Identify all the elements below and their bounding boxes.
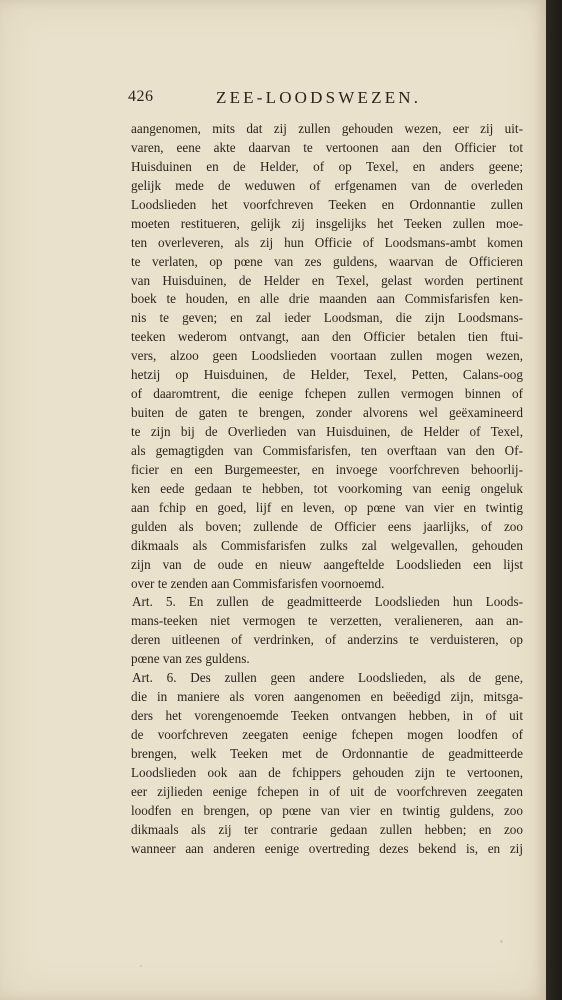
- text-line: wanneer aan anderen eenige overtreding dezes bekend is, en zij: [131, 840, 523, 856]
- text-line: Loodslieden ook aan de fchippers gehouden zijn te vertoonen,: [131, 764, 523, 780]
- text-line: van Huisduinen, de Helder en Texel, gelast worden pertinent: [131, 272, 523, 288]
- text-line: pœne van zes guldens.: [131, 651, 250, 667]
- text-line: gulden als boven; zullende de Officier eens jaarlijks, of zoo: [131, 518, 523, 534]
- body-text: [131, 120, 523, 859]
- text-line: eer zijlieden eenige fchepen in of uit de voorfchreven zeegaten: [131, 783, 523, 799]
- text-line: over te zenden aan Commisfarisfen voornoemd.: [131, 575, 385, 591]
- page-number: 426: [128, 88, 154, 105]
- text-line: moeten restitueren, gelijk zij insgelijks het Teeken zullen moe-: [131, 215, 523, 231]
- text-line: ders het vorengenoemde Teeken ontvangen hebben, in of uit: [131, 708, 523, 724]
- text-line: als gemagtigden van Commisfarisfen, ten overftaan van den Of-: [131, 442, 523, 458]
- text-line: boek te houden, en alle drie maanden aan Commisfarisfen ken-: [131, 291, 523, 307]
- text-line: aangenomen, mits dat zij zullen gehouden wezen, eer zij uit-: [131, 121, 523, 136]
- running-title: ZEE-LOODSWEZEN.: [216, 88, 422, 107]
- text-line: die in maniere als voren aangenomen en beëedigd zijn, mitsga-: [131, 689, 523, 705]
- paper-spot: [140, 965, 142, 967]
- text-line: de voorfchreven zeegaten eenige fchepen mogen loodfen of: [131, 727, 523, 742]
- text-line: mans-teeken niet vermogen te verzetten, veralieneren, aan an-: [131, 613, 523, 629]
- text-line: dikmaals als zij ter contrarie gedaan zullen hebben; en zoo: [131, 821, 523, 837]
- book-edge: [546, 0, 562, 1000]
- text-line: deren uitleenen of verdrinken, of anderzins te verduisteren, op: [131, 632, 523, 648]
- text-line: zijn van de oude en nieuw aangeftelde Loodslieden een lijst: [131, 556, 523, 572]
- text-line: loodfen en brengen, op pœne van vier en twintig guldens, zoo: [131, 802, 523, 818]
- text-line: of daaromtrent, die eenige fchepen zullen vermogen binnen of: [131, 386, 523, 402]
- text-line: aan fchip en goed, lijf en leven, op pœne van vier en twintig: [131, 499, 523, 515]
- text-line: ten overleveren, als zij hun Officie of Loodsmans-ambt komen: [131, 234, 523, 250]
- text-line: buiten de gaten te brengen, zonder alvorens wel geëxamineerd: [131, 405, 523, 421]
- text-line: vers, alzoo geen Loodslieden voortaan zullen mogen wezen,: [131, 348, 523, 364]
- text-line: te verlaten, op pœne van zes guldens, waarvan de Officieren: [131, 253, 523, 269]
- text-line: varen, eene akte daarvan te vertoonen aan den Officier tot: [131, 139, 523, 155]
- text-line: Loodslieden het voorfchreven Teeken en Ordonnantie zullen: [131, 196, 523, 212]
- text-line: hetzij op Huisduinen, de Helder, Texel, Petten, Calans-oog: [131, 367, 523, 383]
- paper-spot: [500, 940, 503, 943]
- text-line: te zijn bij de Overlieden van Huisduinen, de Helder of Texel,: [131, 424, 523, 439]
- article-6-line: Art. 6. Des zullen geen andere Loodslieden, als de gene,: [132, 670, 523, 686]
- text-line: ken eede gedaan te hebben, tot voorkoming van eenig ongeluk: [131, 480, 523, 496]
- text-line: gelijk mede de weduwen of erfgenamen van de overleden: [131, 177, 523, 193]
- text-line: Huisduinen en de Helder, of op Texel, en anders geene;: [131, 158, 523, 174]
- text-line: brengen, welk Teeken met de Ordonnantie de geadmitteerde: [131, 745, 523, 761]
- page-header: [128, 88, 528, 112]
- text-line: teeken wederom ontvangt, aan den Officier betalen tien ftui-: [131, 329, 523, 345]
- text-line: dikmaals als Commisfarisfen zulks zal welgevallen, gehouden: [131, 537, 523, 553]
- text-line: ficier en een Burgemeester, en invoege voorfchreven behoorlij-: [131, 461, 523, 477]
- article-5-line: Art. 5. En zullen de geadmitteerde Loodslieden hun Loods-: [132, 594, 523, 610]
- text-line: nis te geven; en zal ieder Loodsman, die zijn Loodsmans-: [131, 310, 523, 326]
